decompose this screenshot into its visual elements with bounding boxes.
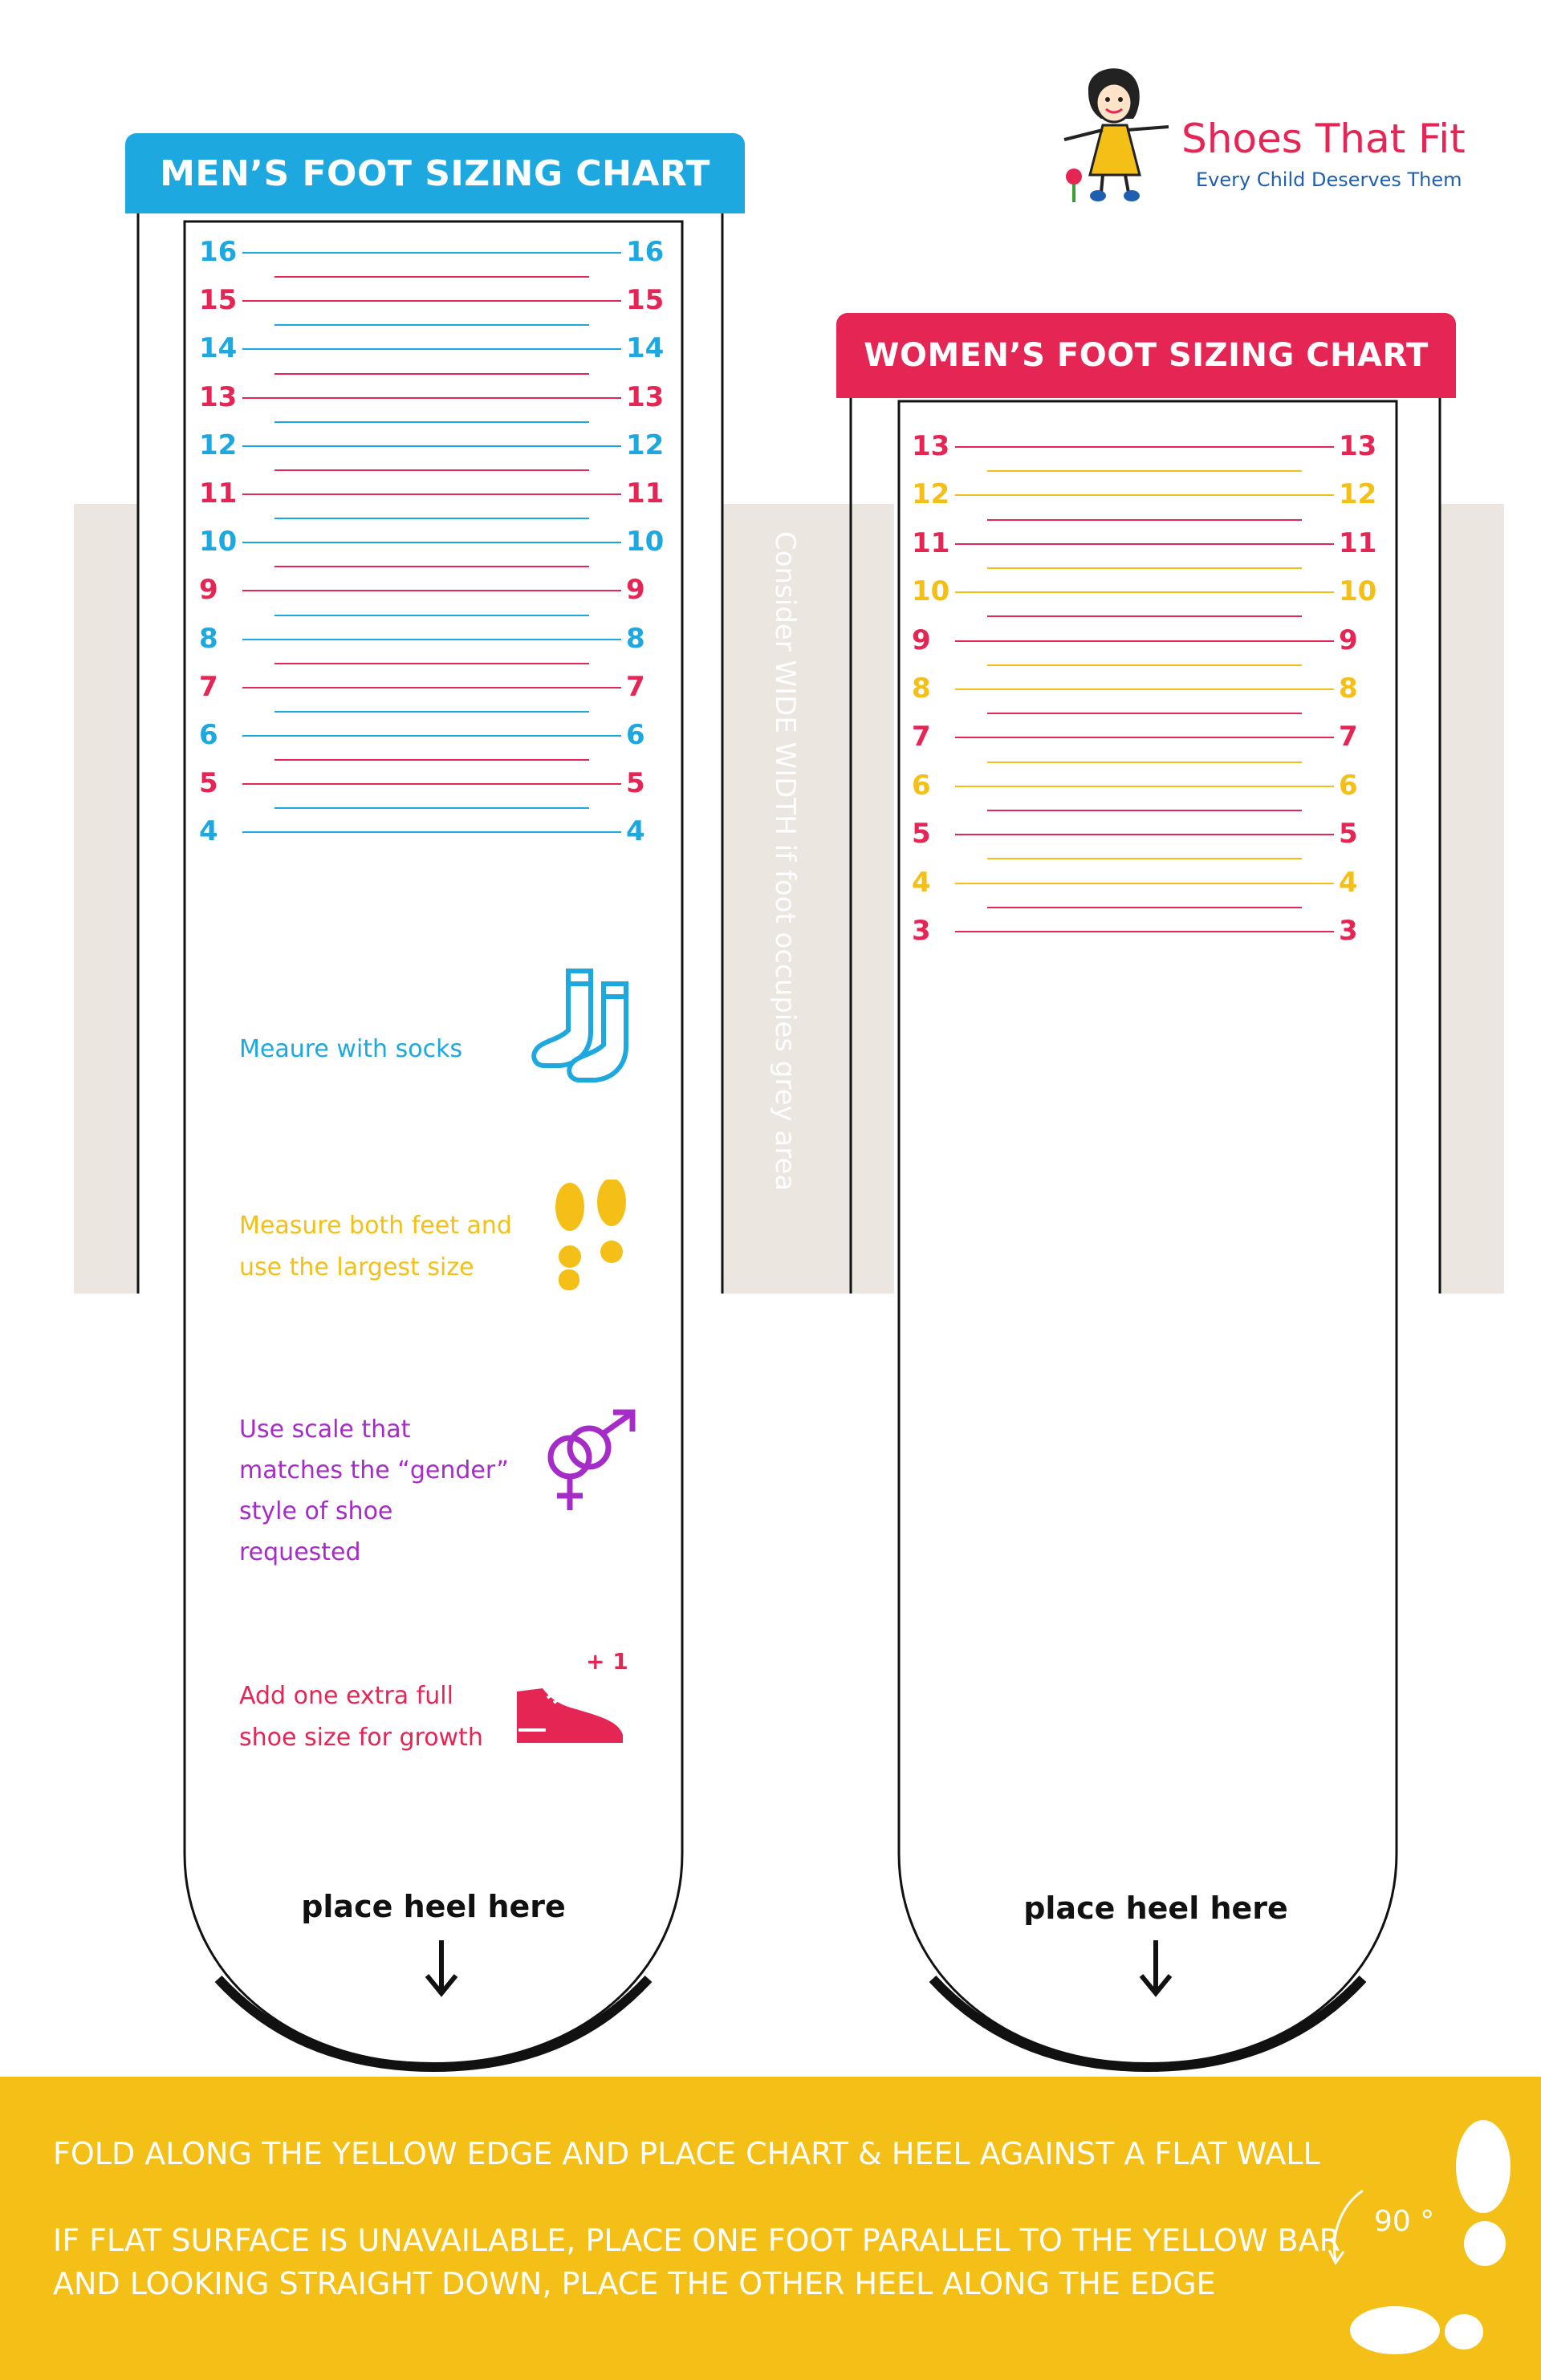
size-label-left: 3 [912,915,931,947]
size-label-left: 11 [912,526,950,559]
size-label-right: 9 [1339,623,1358,656]
size-line [955,883,1334,884]
size-line [242,639,621,640]
size-label-right: 7 [1339,721,1358,753]
size-line [955,591,1334,593]
size-label-right: 11 [1339,526,1377,559]
size-label-left: 4 [912,866,931,899]
size-label-right: 5 [1339,818,1358,851]
size-line [242,735,621,737]
half-size-line [274,566,589,567]
size-line [955,446,1334,448]
half-size-line [274,615,589,616]
men-chart-title: MEN’S FOOT SIZING CHART [125,133,745,213]
instruction-line-2: IF FLAT SURFACE IS UNAVAILABLE, PLACE ONE FOOT PARALLEL TO THE YELLOW BAR [53,2223,1341,2258]
size-label-left: 7 [912,721,931,753]
growth-badge: + 1 [586,1648,628,1675]
size-line [242,445,621,447]
half-size-line [987,615,1302,617]
size-line [955,786,1334,787]
women-heel-label: place heel here [1023,1891,1288,1926]
size-label-right: 5 [626,767,645,800]
size-line [955,834,1334,835]
half-size-line [987,519,1302,521]
size-line [955,688,1334,690]
logo-title: Shoes That Fit [1181,116,1466,162]
half-size-line [987,567,1302,569]
size-label-right: 12 [1339,478,1377,511]
half-size-line [274,373,589,375]
size-line [242,397,621,399]
size-line [242,831,621,833]
size-line [242,300,621,302]
women-chart-title: WOMEN’S FOOT SIZING CHART [836,313,1456,398]
size-label-right: 10 [1339,575,1377,608]
size-label-right: 6 [1339,769,1358,802]
size-line [242,590,621,591]
half-size-line [274,711,589,713]
men-insole [185,221,682,2064]
size-label-right: 8 [1339,672,1358,705]
size-label-left: 5 [199,767,218,800]
instruction-line-3: AND LOOKING STRAIGHT DOWN, PLACE THE OTHER HEEL ALONG THE EDGE [53,2266,1216,2301]
men-heel-label: place heel here [301,1889,566,1924]
size-label-left: 10 [912,575,950,608]
size-label-left: 13 [199,380,238,413]
size-label-right: 16 [626,236,665,268]
size-label-left: 9 [199,574,218,607]
half-size-line [274,759,589,761]
size-label-left: 9 [912,623,931,656]
half-size-line [274,807,589,809]
logo-subtitle: Every Child Deserves Them [1196,169,1462,191]
size-line [242,783,621,785]
size-line [242,252,621,254]
size-label-right: 9 [626,574,645,607]
half-size-line [274,663,589,664]
half-size-line [987,664,1302,666]
half-size-line [274,276,589,278]
size-label-left: 8 [912,672,931,705]
half-size-line [987,713,1302,714]
size-label-left: 15 [199,284,238,317]
size-label-right: 13 [1339,430,1377,462]
half-size-line [987,858,1302,859]
size-label-right: 11 [626,477,665,510]
size-label-left: 12 [199,428,238,461]
size-label-right: 14 [626,332,665,365]
half-size-line [987,810,1302,811]
half-size-line [274,518,589,519]
size-label-right: 12 [626,428,665,461]
size-line [242,687,621,688]
size-label-left: 16 [199,236,238,268]
size-label-right: 13 [626,380,665,413]
size-line [242,493,621,495]
size-label-left: 7 [199,670,218,703]
half-size-line [987,762,1302,763]
size-label-right: 6 [626,719,645,751]
size-label-right: 7 [626,670,645,703]
size-label-left: 6 [199,719,218,751]
half-size-line [987,907,1302,908]
gender-symbol-icon [536,1409,640,1515]
instruction-line-1: FOLD ALONG THE YELLOW EDGE AND PLACE CHART & HEEL AGAINST A FLAT WALL [53,2136,1320,2171]
tip-gender-text: Use scale that matches the “gender” style of shoe requested [239,1415,509,1566]
size-line [955,737,1334,738]
tip-both-feet-text: Measure both feet and use the largest size [239,1212,512,1281]
size-label-left: 8 [199,622,218,655]
size-label-right: 4 [626,815,645,848]
girl-mascot-logo [1056,63,1185,209]
size-label-right: 15 [626,284,665,317]
size-label-left: 13 [912,430,950,462]
size-label-left: 12 [912,478,950,511]
wide-width-note: Consider WIDE WIDTH if foot occupies grey area [769,531,801,1192]
size-label-right: 8 [626,622,645,655]
size-line [955,931,1334,932]
size-label-left: 5 [912,818,931,851]
half-size-line [274,469,589,471]
size-label-left: 6 [912,769,931,802]
half-size-line [274,421,589,423]
footprints-icon [543,1180,637,1292]
size-label-right: 4 [1339,866,1358,899]
half-size-line [274,324,589,326]
size-label-left: 10 [199,526,238,558]
tip-growth-text: Add one extra full shoe size for growth [239,1682,483,1752]
socks-icon [527,963,639,1091]
size-label-right: 3 [1339,915,1358,947]
size-label-left: 11 [199,477,238,510]
size-line [955,543,1334,545]
size-label-left: 14 [199,332,238,365]
half-size-line [987,470,1302,472]
women-insole [899,401,1397,2064]
size-line [955,640,1334,642]
size-line [242,348,621,350]
angle-label: 90 ° [1374,2205,1435,2238]
size-line [242,542,621,543]
size-line [955,494,1334,496]
tip-socks-text: Meaure with socks [239,1035,463,1063]
size-label-right: 10 [626,526,665,558]
size-label-left: 4 [199,815,218,848]
